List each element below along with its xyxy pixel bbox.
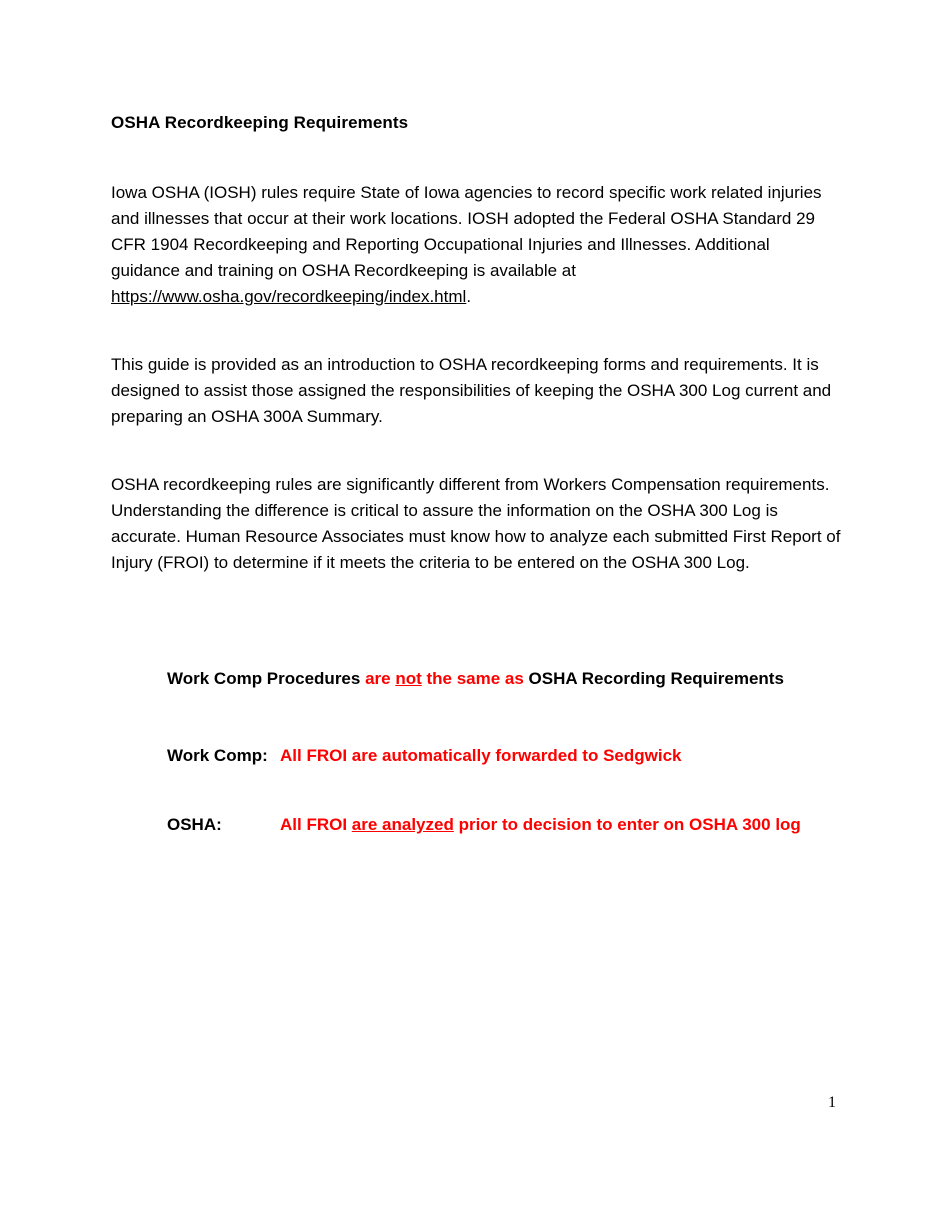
spacer	[111, 430, 841, 472]
osha-red-before: All FROI	[280, 815, 352, 834]
paragraph-intro-text: Iowa OSHA (IOSH) rules require State of Iowa agencies to record specific work related injuries and illnesses that occur at their work locations. IOSH adopted the Federal OSHA Standard 29 CFR 1904 Recordkeeping and Reporting Occupational Injuries and Illnesses. Additional guidance and training on OSHA Recordkeeping is available at	[111, 183, 822, 280]
paragraph-intro-period: .	[466, 287, 472, 306]
work-comp-statement	[167, 743, 867, 769]
osha-statement	[167, 812, 867, 838]
comparison-red-before: are	[365, 669, 396, 688]
spacer	[111, 136, 841, 180]
page-number: 1	[828, 1094, 836, 1111]
paragraph-difference: OSHA recordkeeping rules are significantly different from Workers Compensation requirements. Understanding the difference is critical to assure the information on the OSHA 300 Log is accurate. Human Resource Associates must know how to analyze each submitted First Report of Injury (FROI) to determine if it meets the criteria to be entered on the OSHA 300 Log.	[111, 475, 841, 572]
osha-label: OSHA:	[167, 815, 222, 834]
spacer	[111, 310, 841, 352]
work-comp-value: All FROI are automatically forwarded to Sedgwick	[280, 746, 682, 765]
comparison-black-suffix: OSHA Recording Requirements	[528, 669, 784, 688]
comparison-red-after: the same as	[421, 669, 529, 688]
callout-work-comp-row	[167, 743, 867, 769]
document-body	[111, 110, 841, 576]
osha-red-after: prior to decision to enter on OSHA 300 log	[453, 815, 801, 834]
paragraph-intro	[111, 180, 841, 310]
page-title: OSHA Recordkeeping Requirements	[111, 113, 409, 132]
comparison-statement	[167, 666, 867, 692]
comparison-black-prefix: Work Comp Procedures	[167, 669, 366, 688]
paragraph-purpose: This guide is provided as an introduction to OSHA recordkeeping forms and requirements. It is designed to assist those assigned the responsibilities of keeping the OSHA 300 Log current and preparing an OSHA 300A Summary.	[111, 355, 832, 426]
callout-osha-row	[167, 812, 867, 838]
comparison-red-not: not	[395, 669, 422, 688]
callout-comparison-line	[167, 666, 867, 692]
work-comp-label: Work Comp:	[167, 746, 268, 765]
osha-recordkeeping-link[interactable]: https://www.osha.gov/recordkeeping/index.html	[111, 287, 467, 306]
osha-red-are-analyzed: are analyzed	[351, 815, 454, 834]
